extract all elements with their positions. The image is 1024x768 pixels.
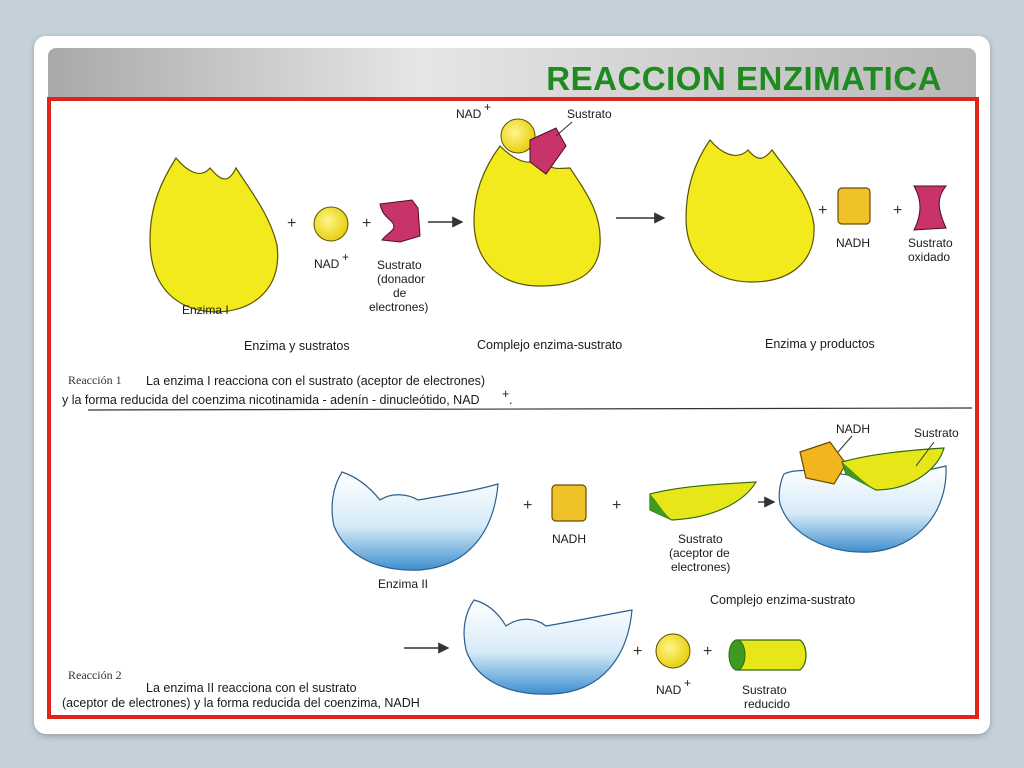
enzyme-i-shape: [150, 158, 278, 312]
nadh-label-2: NADH: [552, 532, 587, 546]
nadh-top-label-2: NADH: [836, 422, 871, 436]
substrate-donor-shape: [380, 200, 420, 242]
enzyme-ii-shape: [332, 472, 498, 570]
sustrato-aceptor-l1: Sustrato: [678, 532, 723, 546]
sustrato-reducido-l2: reducido: [744, 697, 791, 711]
nad-top-label: NAD: [456, 107, 482, 121]
sustrato-aceptor-l2: (aceptor de: [669, 546, 730, 560]
nad-label-2: NAD: [656, 683, 682, 697]
caption-complejo-1: Complejo enzima-sustrato: [477, 338, 623, 352]
caption-enzima-sustratos: Enzima y sustratos: [244, 339, 350, 353]
reaction-1-desc-period: .: [509, 393, 513, 407]
enzima-i-label: Enzima I: [182, 303, 229, 317]
slide-title: REACCION ENZIMATICA: [546, 60, 942, 97]
plus-4: +: [893, 202, 903, 219]
nadh-cube-2: [552, 485, 586, 521]
sustrato-donador-l1: Sustrato: [377, 258, 422, 272]
plus-3: +: [818, 202, 828, 219]
plus-8: +: [703, 643, 713, 660]
enzima-ii-label: Enzima II: [378, 577, 429, 591]
nadh-label-1: NADH: [836, 236, 871, 250]
plus-7: +: [633, 643, 643, 660]
reaction-2-label: Reacción 2: [68, 668, 122, 682]
reaction-1-desc-superscript: +: [502, 387, 510, 401]
reaction-2-desc-l1: La enzima II reacciona con el sustrato: [146, 681, 357, 695]
divider: [88, 408, 972, 410]
reaction-2-desc-l2: (aceptor de electrones) y la forma reducida del coenzima, NADH: [62, 696, 420, 710]
nad-superscript: +: [342, 250, 350, 264]
reaction-1-desc-l1: La enzima I reacciona con el sustrato (aceptor de electrones): [146, 374, 486, 388]
sustrato-oxidado-l2: oxidado: [908, 250, 951, 264]
nadh-pointer: [838, 436, 852, 452]
substrate-reduced-end: [729, 640, 745, 670]
nad-ball-2: [656, 634, 690, 668]
reaction-1-desc-l2: y la forma reducida del coenzima nicotinamida - adenín - dinucleótido, NAD: [62, 393, 480, 407]
sustrato-reducido-l1: Sustrato: [742, 683, 787, 697]
sustrato-donador-l3: de: [393, 286, 407, 300]
sustrato-oxidado-l1: Sustrato: [908, 236, 953, 250]
nad-top-superscript: +: [484, 100, 492, 114]
sustrato-donador-l2: (donador: [377, 272, 426, 286]
nadh-cube: [838, 188, 870, 224]
enzyme-ii-final-shape: [464, 600, 632, 694]
sustrato-donador-l4: electrones): [369, 300, 429, 314]
nad-superscript-2: +: [684, 676, 692, 690]
sustrato-top-label: Sustrato: [567, 107, 612, 121]
plus-5: +: [523, 497, 533, 514]
plus-1: +: [287, 215, 297, 232]
nad-ball: [314, 207, 348, 241]
sustrato-pointer: [556, 122, 572, 136]
enzyme-product-shape: [686, 140, 814, 282]
reaction-1-label: Reacción 1: [68, 373, 122, 387]
caption-complejo-2: Complejo enzima-sustrato: [710, 593, 856, 607]
substrate-oxidized-shape: [914, 186, 946, 230]
caption-productos: Enzima y productos: [765, 337, 875, 351]
sustrato-top-label-2: Sustrato: [914, 426, 959, 440]
plus-2: +: [362, 215, 372, 232]
nad-label: NAD: [314, 257, 340, 271]
plus-6: +: [612, 497, 622, 514]
sustrato-aceptor-l3: electrones): [671, 560, 731, 574]
